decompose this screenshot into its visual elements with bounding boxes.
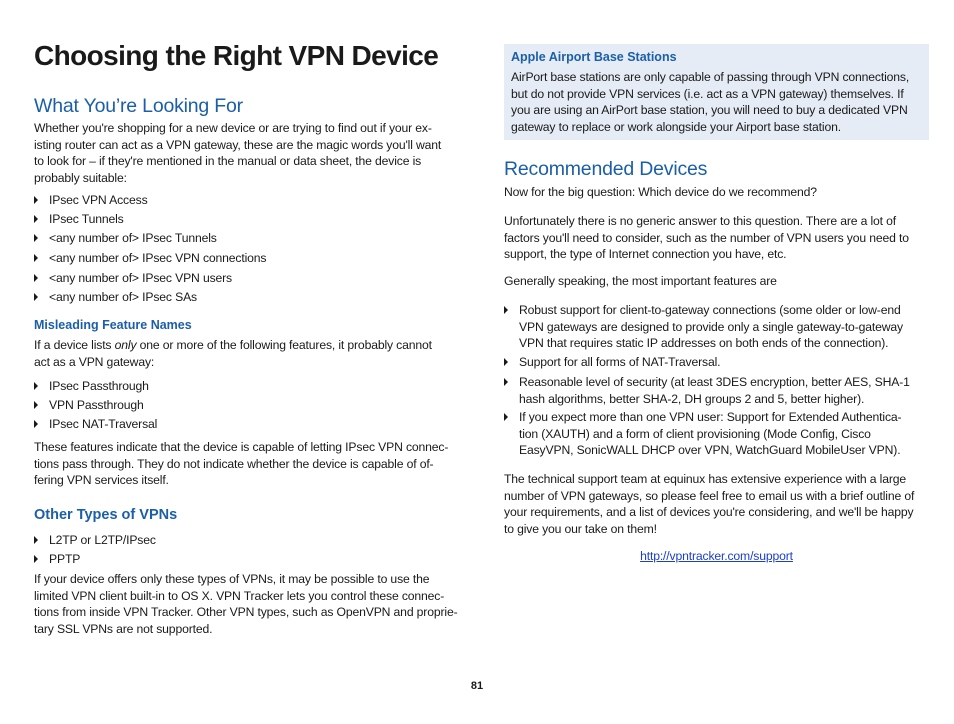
list-item-text: <any number of> IPsec VPN users — [49, 271, 232, 285]
looking-for-intro — [34, 120, 441, 186]
text-line: Now for the big question: Which device do we recommend? — [504, 185, 817, 199]
bullet-icon — [34, 215, 38, 223]
bullet-icon — [34, 555, 38, 563]
text-line: EasyVPN, SonicWALL DHCP over VPN, WatchGuard MobileUser VPN). — [519, 443, 901, 457]
text-line: tion (XAUTH) and a form of client provisioning (Mode Config, Cisco — [519, 426, 871, 441]
text-line: If you expect more than one VPN user: Support for Extended Authentica- — [519, 410, 902, 424]
text-line: gateway to replace or work alongside your Airport base station. — [511, 119, 841, 134]
text-line: VPN gateways are designed to provide only a single gateway-to-gateway — [519, 319, 903, 334]
text-line: isting router can act as a VPN gateway, these are the magic words you'll want — [34, 137, 442, 152]
support-link[interactable]: http://vpntracker.com/support — [640, 549, 793, 563]
text-line: Whether you're shopping for a new device or are trying to find out if your ex- — [34, 121, 432, 135]
list-item-text: VPN Passthrough — [49, 398, 144, 412]
recommended-heading: Recommended Devices — [504, 158, 708, 180]
misleading-explanation — [34, 439, 448, 489]
support-paragraph — [504, 471, 914, 537]
bullet-icon — [34, 401, 38, 409]
bullet-icon — [34, 196, 38, 204]
text-line — [34, 337, 432, 354]
list-item-text — [519, 374, 910, 407]
list-item-text: <any number of> IPsec SAs — [49, 290, 197, 304]
bullet-icon — [34, 382, 38, 390]
text-line: If your device offers only these types of VPNs, it may be possible to use the — [34, 572, 430, 586]
text-line: to look for – if they're mentioned in the manual or data sheet, the device is — [34, 154, 422, 168]
text-line: tions from inside VPN Tracker. Other VPN types, such as OpenVPN and proprie- — [34, 605, 458, 619]
text-line: tions pass through. They do not indicate whether the device is capable of of- — [34, 456, 434, 471]
text-line: support, the type of Internet connection you have, etc. — [504, 247, 787, 261]
page-title: Choosing the Right VPN Device — [34, 40, 439, 71]
list-item-text: IPsec Tunnels — [49, 212, 124, 226]
other-types-explanation — [34, 571, 457, 637]
airport-text — [511, 69, 909, 135]
text-line: you are using an AirPort base station, you will need to buy a dedicated VPN — [511, 103, 908, 117]
bullet-icon — [34, 536, 38, 544]
bullet-icon — [504, 306, 508, 314]
list-item-text: IPsec NAT-Traversal — [49, 417, 158, 431]
text-line: Unfortunately there is no generic answer to this question. There are a lot of — [504, 214, 896, 228]
text-line: tary SSL VPNs are not supported. — [34, 621, 213, 636]
text-line: probably suitable: — [34, 170, 127, 185]
bullet-icon — [34, 254, 38, 262]
text-line: but do not provide VPN services (i.e. act as a VPN gateway) themselves. If — [511, 86, 904, 101]
text-line: fering VPN services itself. — [34, 473, 169, 487]
text-line: number of VPN gateways, so please feel free to email us with a brief outline of — [504, 488, 915, 503]
list-item-text: <any number of> IPsec VPN connections — [49, 251, 267, 265]
list-item-text: L2TP or L2TP/IPsec — [49, 533, 156, 547]
text-line: Reasonable level of security (at least 3DES encryption, better AES, SHA-1 — [519, 375, 910, 389]
misleading-intro — [34, 337, 432, 370]
text-fragment: one or more of the following features, it probably cannot — [136, 338, 432, 352]
text-line: VPN that requires static IP addresses on both ends of the connection). — [519, 336, 889, 350]
text-line: Robust support for client-to-gateway connections (some older or low-end — [519, 303, 901, 317]
list-item-text: PPTP — [49, 552, 81, 566]
emphasis-text: only — [114, 338, 137, 352]
text-line: act as a VPN gateway: — [34, 354, 155, 369]
list-item-text — [519, 354, 720, 371]
support-link-line — [504, 548, 929, 565]
text-line: The technical support team at equinux has extensive experience with a large — [504, 472, 907, 486]
bullet-icon — [504, 378, 508, 386]
bullet-icon — [34, 234, 38, 242]
text-line: to give you our take on them! — [504, 521, 657, 536]
text-line: factors you'll need to consider, such as the number of VPN users you need to — [504, 230, 909, 245]
looking-for-heading: What You’re Looking For — [34, 95, 243, 117]
list-item-text — [519, 409, 901, 459]
list-item-text — [519, 302, 903, 352]
recommended-answer — [504, 213, 909, 263]
bullet-icon — [34, 420, 38, 428]
text-line: Generally speaking, the most important features are — [504, 274, 777, 288]
list-item-text: IPsec VPN Access — [49, 193, 148, 207]
bullet-icon — [34, 274, 38, 282]
text-line: your requirements, and a list of devices you're considering, and we'll be happy — [504, 505, 914, 519]
bullet-icon — [34, 293, 38, 301]
text-line: hash algorithms, better SHA-2, DH groups 2 and 5, better higher). — [519, 391, 865, 406]
list-item-text: <any number of> IPsec Tunnels — [49, 231, 217, 245]
list-item-text: IPsec Passthrough — [49, 379, 149, 393]
text-line: limited VPN client built-in to OS X. VPN Tracker lets you control these connec- — [34, 588, 445, 603]
recommended-features-intro — [504, 273, 777, 290]
bullet-icon — [504, 358, 508, 366]
misleading-heading: Misleading Feature Names — [34, 318, 192, 332]
text-fragment: If a device lists — [34, 338, 115, 352]
other-types-heading: Other Types of VPNs — [34, 507, 178, 523]
page-number: 81 — [470, 680, 484, 692]
text-line: AirPort base stations are only capable of passing through VPN connections, — [511, 70, 910, 84]
airport-heading: Apple Airport Base Stations — [511, 50, 677, 64]
recommended-question — [504, 184, 817, 201]
text-line: Support for all forms of NAT-Traversal. — [519, 355, 721, 369]
text-line: These features indicate that the device is capable of letting IPsec VPN connec- — [34, 440, 449, 454]
bullet-icon — [504, 413, 508, 421]
